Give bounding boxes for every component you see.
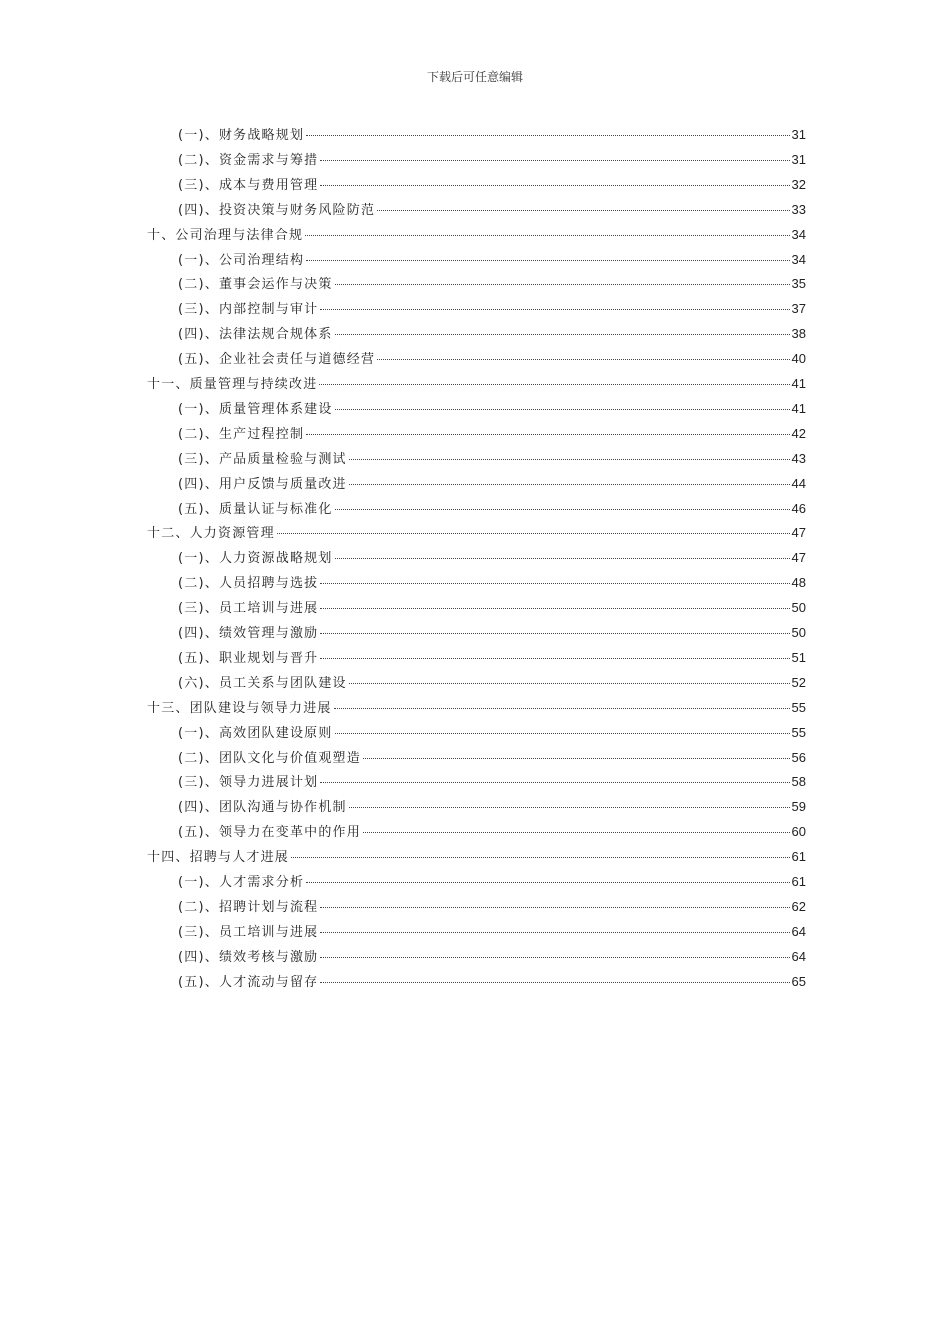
toc-entry[interactable] <box>178 149 806 173</box>
toc-entry-page-number: 59 <box>791 799 806 815</box>
toc-entry-page-number: 42 <box>791 425 806 441</box>
toc-entry[interactable] <box>178 448 806 472</box>
toc-entry[interactable] <box>178 722 806 746</box>
toc-entry-title: (五)、领导力在变革中的作用 <box>178 825 361 841</box>
toc-entry-page-number: 48 <box>791 575 806 591</box>
toc-entry-title: (六)、员工关系与团队建设 <box>178 675 347 691</box>
toc-dot-leader <box>320 982 789 983</box>
toc-entry-page-number: 55 <box>791 724 806 740</box>
toc-dot-leader <box>363 758 790 759</box>
toc-entry-title: 十三、团队建设与领导力进展 <box>147 700 332 716</box>
toc-entry-page-number: 52 <box>791 674 806 690</box>
toc-entry[interactable] <box>178 672 806 696</box>
toc-entry[interactable] <box>178 547 806 571</box>
toc-entry[interactable] <box>178 647 806 671</box>
toc-entry-title: (二)、生产过程控制 <box>178 426 305 442</box>
toc-entry-page-number: 37 <box>791 301 806 317</box>
toc-entry-title: 十四、招聘与人才进展 <box>147 850 290 866</box>
toc-dot-leader <box>306 260 789 261</box>
toc-entry-page-number: 50 <box>791 600 806 616</box>
toc-entry-page-number: 61 <box>791 849 806 865</box>
toc-entry[interactable] <box>178 896 806 920</box>
toc-dot-leader <box>306 135 789 136</box>
toc-entry-page-number: 44 <box>791 475 806 491</box>
toc-entry[interactable] <box>178 174 806 198</box>
toc-entry-page-number: 47 <box>791 550 806 566</box>
toc-entry-title: (三)、内部控制与审计 <box>178 302 319 318</box>
toc-entry-title: 十二、人力资源管理 <box>147 526 275 542</box>
toc-entry-page-number: 56 <box>791 749 806 765</box>
toc-entry[interactable] <box>178 572 806 596</box>
toc-dot-leader <box>335 558 790 559</box>
toc-entry-title: (三)、领导力进展计划 <box>178 775 319 791</box>
toc-entry-page-number: 41 <box>791 400 806 416</box>
page-header: 下载后可任意编辑 <box>426 70 523 84</box>
toc-entry[interactable] <box>178 323 806 347</box>
toc-entry-title: (二)、招聘计划与流程 <box>178 899 319 915</box>
toc-dot-leader <box>320 185 789 186</box>
toc-entry-title: (五)、企业社会责任与道德经营 <box>178 352 376 368</box>
toc-entry-page-number: 32 <box>791 176 806 192</box>
toc-dot-leader <box>291 857 790 858</box>
toc-entry[interactable] <box>178 473 806 497</box>
toc-entry[interactable] <box>178 498 806 522</box>
toc-entry-page-number: 65 <box>791 973 806 989</box>
toc-entry[interactable] <box>178 622 806 646</box>
toc-entry-title: (四)、法律法规合规体系 <box>178 327 333 343</box>
toc-entry-title: (一)、质量管理体系建设 <box>178 401 333 417</box>
toc-entry[interactable] <box>178 946 806 970</box>
toc-dot-leader <box>349 807 790 808</box>
toc-entry-title: (一)、财务战略规划 <box>178 128 305 143</box>
toc-entry-page-number: 35 <box>791 276 806 292</box>
toc-entry[interactable] <box>178 273 806 297</box>
toc-entry-page-number: 34 <box>791 226 806 242</box>
toc-entry[interactable] <box>178 249 806 273</box>
toc-entry-page-number: 47 <box>791 525 806 541</box>
toc-entry-title: (一)、高效团队建设原则 <box>178 725 333 741</box>
toc-entry[interactable] <box>178 597 806 621</box>
toc-dot-leader <box>320 160 789 161</box>
toc-entry-page-number: 64 <box>791 923 806 939</box>
toc-entry[interactable] <box>178 821 806 845</box>
toc-entry-page-number: 33 <box>791 201 806 217</box>
toc-entry-title: (四)、用户反馈与质量改进 <box>178 476 347 492</box>
toc-entry[interactable] <box>178 398 806 422</box>
toc-entry-title: 十、公司治理与法律合规 <box>147 227 304 243</box>
toc-entry[interactable] <box>147 224 806 248</box>
toc-entry-title: (三)、产品质量检验与测试 <box>178 451 347 467</box>
toc-dot-leader <box>335 334 790 335</box>
toc-entry[interactable] <box>178 871 806 895</box>
toc-entry-title: (一)、公司治理结构 <box>178 252 305 268</box>
toc-dot-leader <box>349 683 790 684</box>
toc-entry-page-number: 40 <box>791 351 806 367</box>
toc-dot-leader <box>319 384 789 385</box>
toc-entry-page-number: 34 <box>791 251 806 267</box>
toc-dot-leader <box>320 932 789 933</box>
toc-entry-title: (一)、人力资源战略规划 <box>178 551 333 567</box>
toc-entry[interactable] <box>178 771 806 795</box>
toc-dot-leader <box>349 484 790 485</box>
toc-entry[interactable] <box>147 522 806 546</box>
toc-entry-page-number: 50 <box>791 625 806 640</box>
toc-entry-title: (五)、职业规划与晋升 <box>178 650 319 666</box>
toc-entry-title: (五)、人才流动与留存 <box>178 974 319 990</box>
toc-dot-leader <box>334 708 790 709</box>
toc-dot-leader <box>305 235 789 236</box>
toc-entry[interactable] <box>178 124 806 148</box>
toc-dot-leader <box>320 782 789 783</box>
toc-dot-leader <box>320 658 789 659</box>
toc-entry[interactable] <box>178 971 806 995</box>
toc-dot-leader <box>335 409 790 410</box>
toc-entry-page-number: 41 <box>791 376 806 391</box>
toc-entry-title: (四)、团队沟通与协作机制 <box>178 800 347 816</box>
toc-entry-page-number: 64 <box>791 948 806 964</box>
toc-entry-title: (二)、董事会运作与决策 <box>178 277 333 293</box>
toc-dot-leader <box>320 957 789 958</box>
toc-entry-page-number: 62 <box>791 898 806 914</box>
toc-entry[interactable] <box>178 921 806 945</box>
toc-dot-leader <box>377 210 789 211</box>
toc-entry[interactable] <box>178 199 806 223</box>
toc-dot-leader <box>377 359 789 360</box>
toc-entry-title: (五)、质量认证与标准化 <box>178 501 333 517</box>
toc-entry-title: (四)、绩效管理与激励 <box>178 626 319 641</box>
toc-dot-leader <box>349 459 790 460</box>
toc-dot-leader <box>320 633 789 634</box>
toc-entry[interactable] <box>178 747 806 771</box>
toc-entry-title: (四)、绩效考核与激励 <box>178 949 319 965</box>
toc-entry[interactable] <box>178 423 806 447</box>
toc-entry-title: (一)、人才需求分析 <box>178 875 305 890</box>
toc-entry[interactable] <box>178 796 806 820</box>
toc-entry-page-number: 55 <box>791 699 806 715</box>
toc-dot-leader <box>306 434 789 435</box>
toc-entry-page-number: 51 <box>791 649 806 665</box>
toc-entry-title: (四)、投资决策与财务风险防范 <box>178 202 376 218</box>
toc-entry-page-number: 31 <box>791 127 806 142</box>
toc-dot-leader <box>335 733 790 734</box>
toc-dot-leader <box>335 509 790 510</box>
toc-entry-title: (三)、员工培训与进展 <box>178 924 319 940</box>
toc-entry-title: 十一、质量管理与持续改进 <box>147 377 318 392</box>
toc-entry-title: (三)、员工培训与进展 <box>178 601 319 617</box>
toc-dot-leader <box>320 907 789 908</box>
toc-entry-page-number: 61 <box>791 874 806 889</box>
toc-dot-leader <box>306 882 789 883</box>
toc-entry-page-number: 31 <box>791 151 806 167</box>
toc-entry[interactable] <box>178 298 806 322</box>
toc-entry-page-number: 60 <box>791 824 806 840</box>
toc-entry[interactable] <box>178 348 806 372</box>
toc-entry-page-number: 58 <box>791 774 806 790</box>
toc-entry[interactable] <box>147 697 806 721</box>
toc-entry-title: (二)、团队文化与价值观塑造 <box>178 750 361 766</box>
toc-entry[interactable] <box>147 846 806 870</box>
toc-entry-page-number: 43 <box>791 450 806 466</box>
toc-dot-leader <box>320 608 789 609</box>
toc-entry[interactable] <box>147 373 806 397</box>
toc-entry-title: (二)、人员招聘与选拔 <box>178 576 319 592</box>
toc-entry-page-number: 46 <box>791 500 806 516</box>
toc-dot-leader <box>363 832 790 833</box>
toc-dot-leader <box>277 533 790 534</box>
toc-dot-leader <box>320 309 789 310</box>
toc-dot-leader <box>320 583 789 584</box>
toc-entry-page-number: 38 <box>791 326 806 342</box>
toc-entry-title: (三)、成本与费用管理 <box>178 177 319 193</box>
toc-entry-title: (二)、资金需求与筹措 <box>178 152 319 168</box>
toc-dot-leader <box>335 284 790 285</box>
